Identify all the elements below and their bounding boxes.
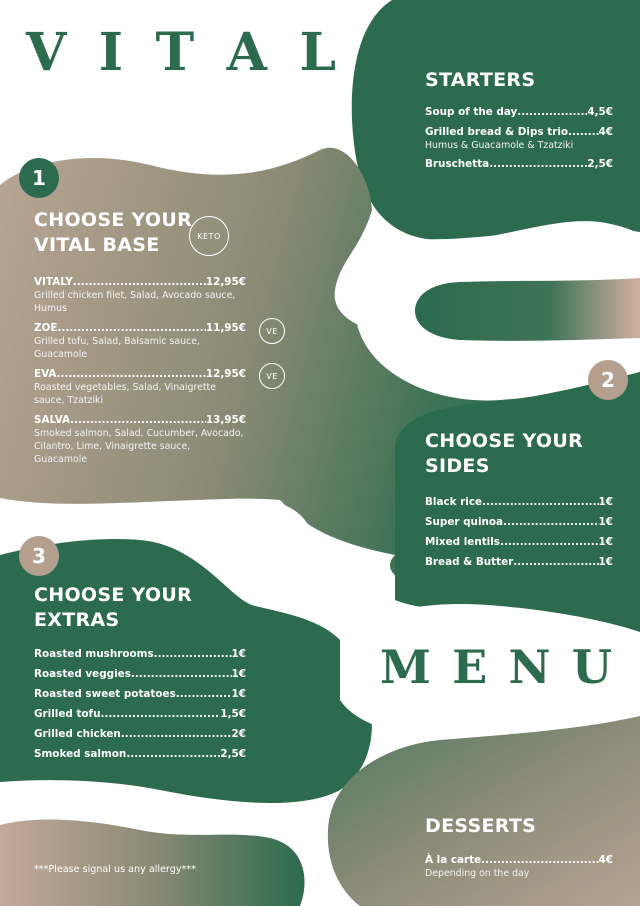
menu-item: À la carte ..... 4€ — [425, 853, 613, 867]
step-badge-2: 2 — [588, 360, 628, 400]
menu-item: SALVA ..... 13,95€ — [34, 413, 246, 427]
item-description: Grilled tofu, Salad, Balsamic sauce, Guacamole — [34, 336, 200, 360]
desserts-heading: DESSERTS — [425, 815, 537, 837]
starters-heading: STARTERS — [425, 69, 536, 91]
menu-item: Smoked salmon ..... 2,5€ — [34, 747, 246, 761]
item-description: Humus & Guacamole & Tzatziki — [425, 140, 574, 151]
item-description: Smoked salmon, Salad, Cucumber, Avocado, Cilantro, Lime, Vinaigrette sauce, Guacamole — [34, 428, 244, 465]
menu-item: Roasted mushrooms ..... 1€ — [34, 647, 246, 661]
brand-letter: N — [508, 640, 551, 694]
sides-heading: CHOOSE YOUR — [425, 430, 584, 452]
menu-item: EVA ..... 12,95€ — [34, 367, 246, 381]
brand-letter: L — [299, 22, 336, 83]
menu-item: Soup of the day ..... 4,5€ — [425, 105, 613, 119]
menu-item: Grilled tofu ..... 1,5€ — [34, 707, 246, 721]
desserts-section — [425, 814, 613, 880]
menu-item: ZOE ..... 11,95€ — [34, 321, 246, 335]
brand-letter: I — [98, 22, 124, 83]
vegan-badge: VE — [259, 318, 285, 344]
menu-item: VITALY ..... 12,95€ — [34, 275, 246, 289]
item-description: Grilled chicken filet, Salad, Avocado sauce, Humus — [34, 290, 236, 314]
brand-letter: T — [155, 22, 195, 83]
menu-item: Roasted sweet potatoes ..... 1€ — [34, 687, 246, 701]
menu-item: Black rice ..... 1€ — [425, 495, 613, 509]
keto-badge: KETO — [189, 216, 229, 256]
starters-section — [425, 68, 613, 171]
menu-item: Super quinoa ..... 1€ — [425, 515, 613, 529]
allergy-note: ***Please signal us any allergy*** — [34, 864, 196, 875]
sides-section: CHOOSE YOUR SIDES Black rice ..... 1€ Super quinoa ..... 1€ Mixed lentils ..... 1€ Bread & Butter ..... 1€ — [425, 429, 613, 569]
extras-heading: CHOOSE YOUR — [34, 584, 193, 606]
brand-letter: M — [380, 640, 431, 694]
item-description: Roasted vegetables, Salad, Vinaigrette sauce, Tzatziki — [34, 382, 217, 406]
menu-item: Bruschetta ..... 2,5€ — [425, 157, 613, 171]
base-items — [34, 275, 246, 466]
extras-section: CHOOSE YOUR EXTRAS Roasted mushrooms ..... 1€ Roasted veggies ..... 1€ Roasted sweet potatoes ..... 1€ Grilled tofu ..... 1,5€ Grilled chicken ..... 2€ Smoked salmon ..... 2,5€ — [34, 583, 246, 761]
brand-letter: V — [26, 22, 67, 83]
step-badge-1: 1 — [19, 158, 59, 198]
menu-item: Mixed lentils ..... 1€ — [425, 535, 613, 549]
menu-item: Grilled chicken ..... 2€ — [34, 727, 246, 741]
base-heading: CHOOSE YOUR VITAL BASE — [34, 209, 193, 256]
brand-letter: U — [571, 640, 612, 694]
item-description: Depending on the day — [425, 868, 530, 879]
brand-title-menu — [380, 640, 612, 694]
brand-letter: A — [226, 22, 268, 83]
menu-item: Bread & Butter ..... 1€ — [425, 555, 613, 569]
brand-title-vital — [26, 22, 336, 83]
brand-letter: E — [452, 640, 488, 694]
vegan-badge: VE — [259, 363, 285, 389]
step-badge-3: 3 — [19, 536, 59, 576]
menu-item: Grilled bread & Dips trio ..... 4€ — [425, 125, 613, 139]
menu-item: Roasted veggies ..... 1€ — [34, 667, 246, 681]
